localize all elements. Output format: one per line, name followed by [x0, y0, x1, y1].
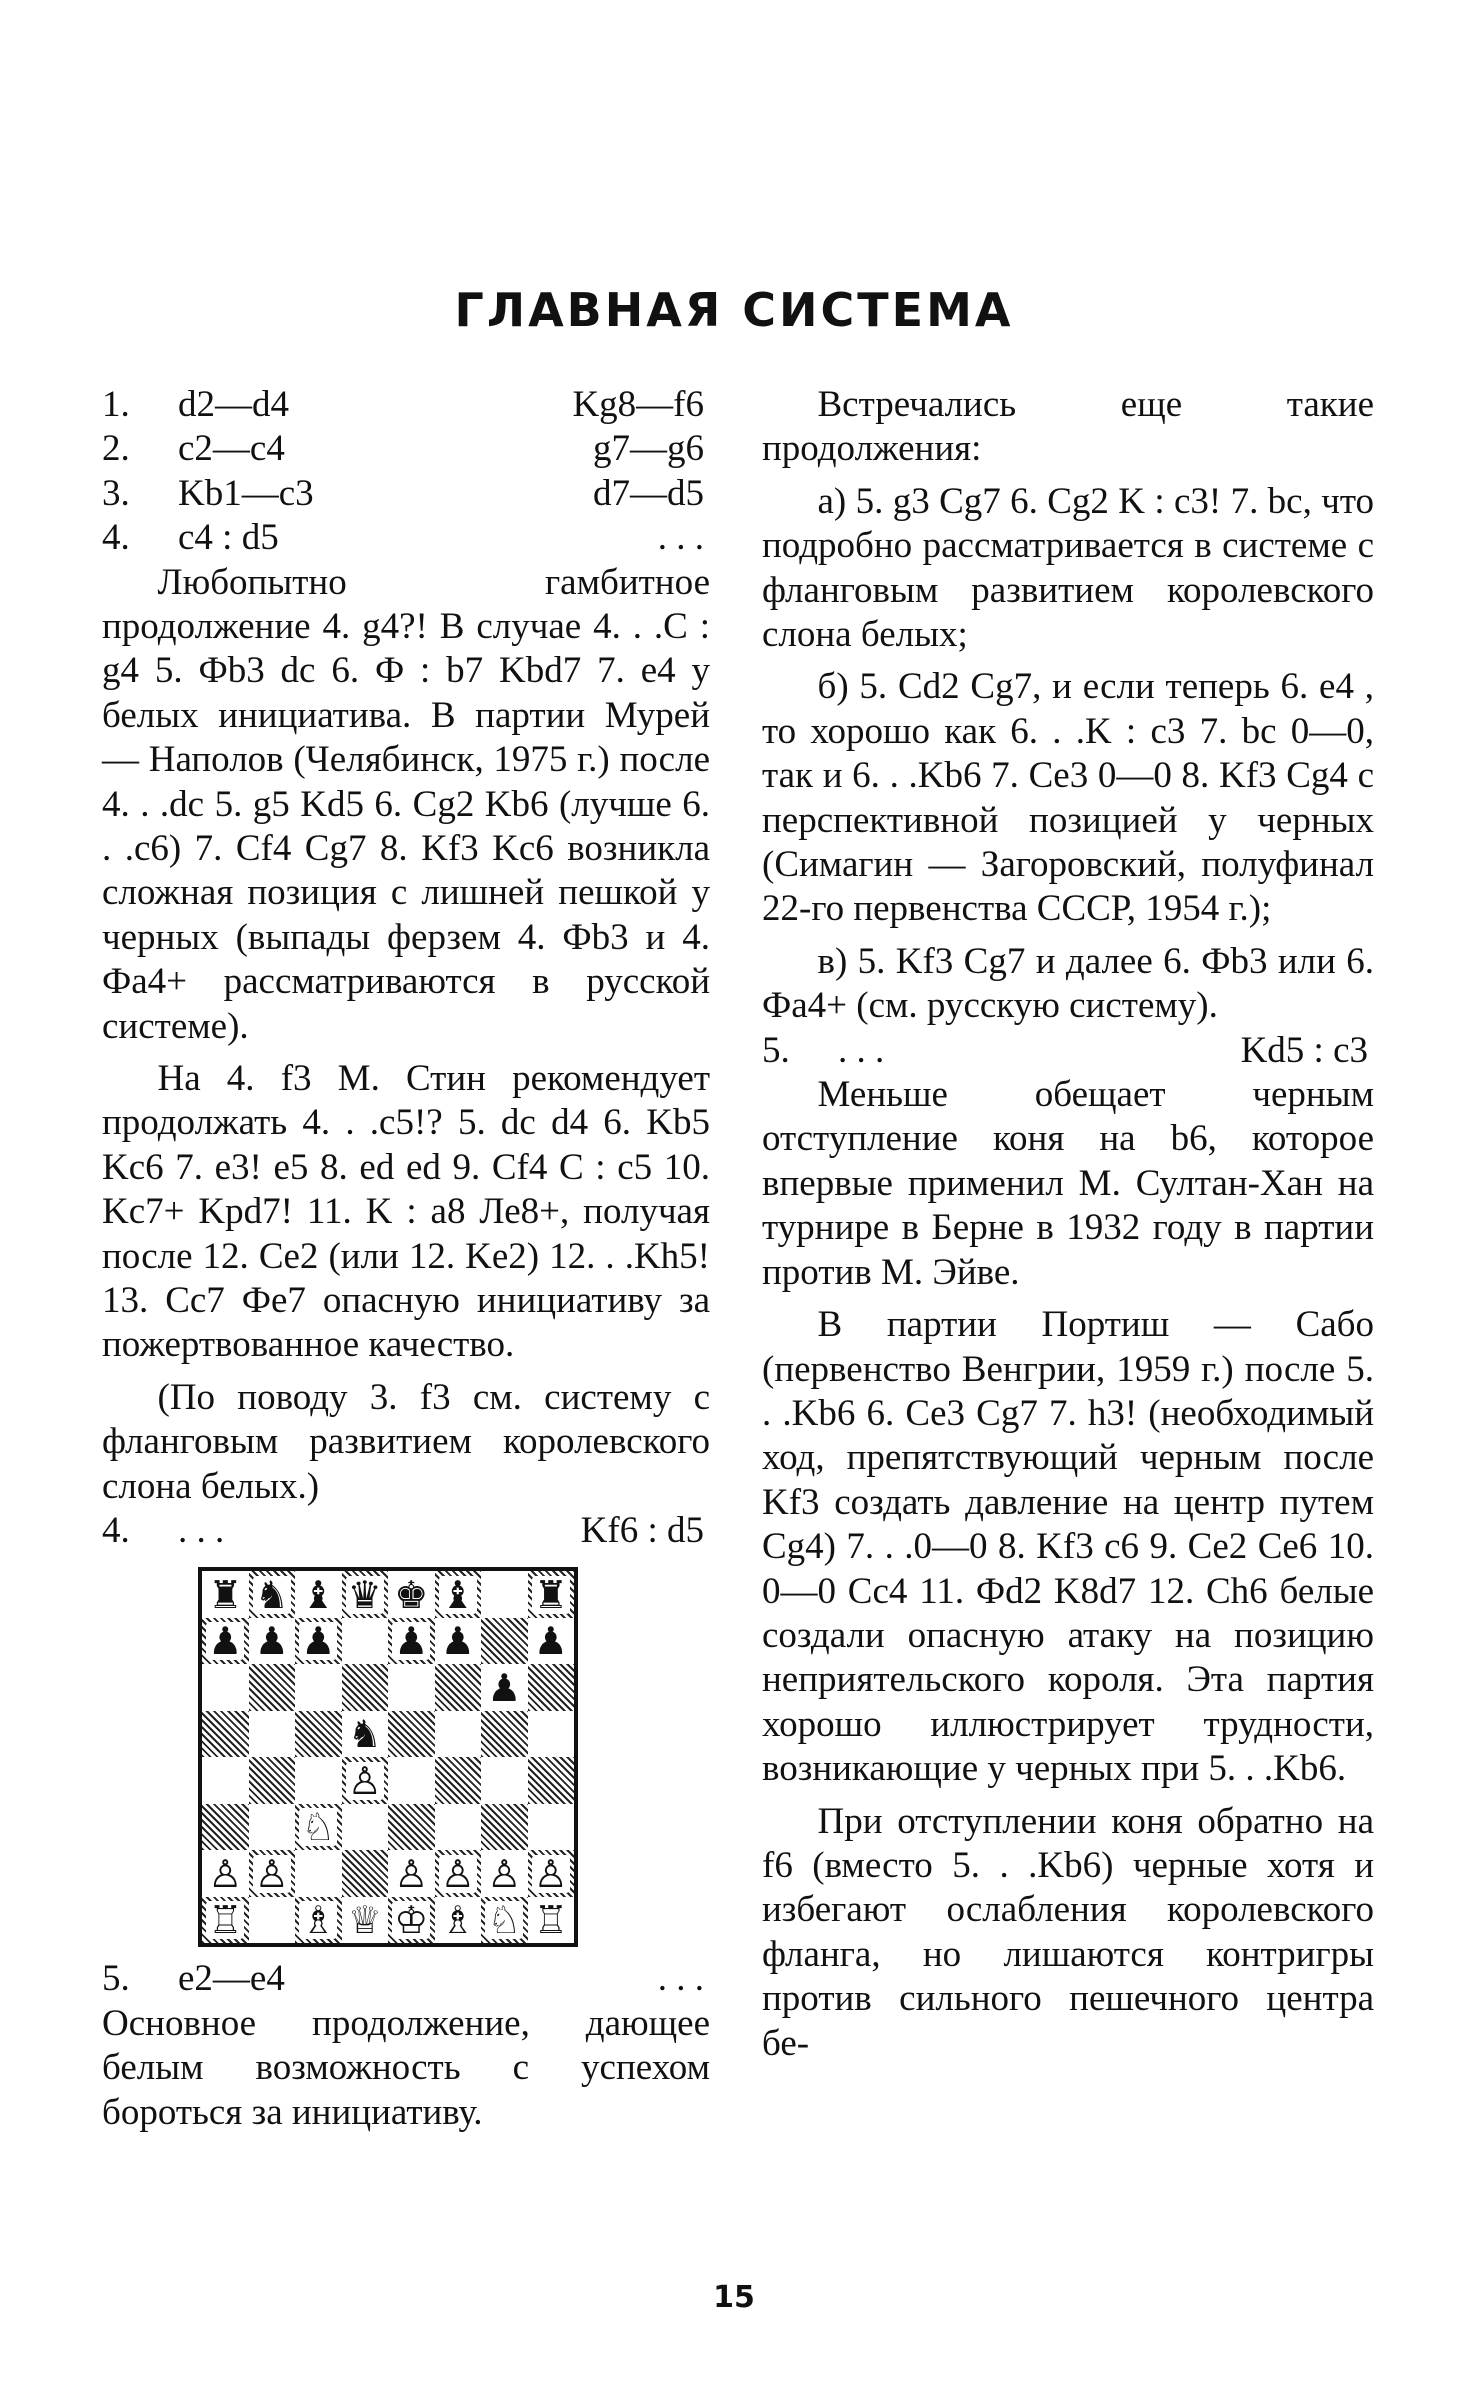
black-pawn-icon: ♟	[533, 1619, 568, 1664]
right-column	[762, 383, 1374, 2066]
board-square	[528, 1711, 575, 1758]
white-pawn-icon: ♙	[208, 1851, 243, 1896]
white-pawn-icon: ♙	[394, 1851, 429, 1896]
board-square	[342, 1757, 389, 1804]
board-square	[435, 1618, 482, 1665]
white-move: . . .	[178, 1510, 225, 1552]
board-square	[481, 1711, 528, 1758]
board-square	[388, 1850, 435, 1897]
board-square	[528, 1757, 575, 1804]
white-move: Kb1—c3	[178, 472, 314, 514]
white-knight-icon: ♘	[301, 1805, 336, 1850]
move-number: 2.	[102, 428, 130, 470]
board-square	[388, 1804, 435, 1851]
board-square	[249, 1757, 296, 1804]
board-square	[528, 1664, 575, 1711]
white-queen-icon: ♕	[347, 1898, 382, 1943]
board-square	[435, 1804, 482, 1851]
black-pawn-icon: ♟	[254, 1619, 289, 1664]
white-move: c4 : d5	[178, 517, 279, 559]
variation-a: а) 5. g3 Cg7 6. Cg2 K : c3! 7. bc, что подробно рассматривается в системе с фланговым развитием королевского слона белых;	[762, 480, 1374, 656]
black-pawn-icon: ♟	[301, 1619, 336, 1664]
board-square	[481, 1897, 528, 1944]
board-square	[435, 1571, 482, 1618]
board-square	[388, 1571, 435, 1618]
board-square	[202, 1804, 249, 1851]
black-queen-icon: ♛	[347, 1572, 382, 1617]
move-row	[102, 427, 710, 471]
board-square	[342, 1571, 389, 1618]
board-square	[202, 1618, 249, 1665]
board-square	[528, 1897, 575, 1944]
white-bishop-icon: ♗	[301, 1898, 336, 1943]
white-rook-icon: ♖	[208, 1898, 243, 1943]
black-move: g7—g6	[593, 428, 704, 470]
black-pawn-icon: ♟	[487, 1665, 522, 1710]
commentary-paragraph: Основное продолжение, дающее белым возможность с успехом бороться за инициативу.	[102, 2002, 710, 2133]
black-king-icon: ♚	[394, 1572, 429, 1617]
move-row	[762, 1029, 1374, 1073]
board-square	[249, 1571, 296, 1618]
white-pawn-icon: ♙	[487, 1851, 522, 1896]
board-square	[202, 1711, 249, 1758]
board-square	[481, 1664, 528, 1711]
variation-b: б) 5. Cd2 Cg7, и если теперь 6. e4 , то хорошо как 6. . .K : c3 7. bc 0—0, так и 6. . .Kb6 7. Ce3 0—0 8. Kf3 Cg4 с перспективной позицией у черных (Симагин — Загоровский, полуфинал 22-го первенства СССР, 1954 г.);	[762, 666, 1374, 930]
page-number: 15	[713, 2280, 755, 2315]
black-pawn-icon: ♟	[440, 1619, 475, 1664]
board-square	[435, 1711, 482, 1758]
black-bishop-icon: ♝	[301, 1572, 336, 1617]
board-square	[202, 1664, 249, 1711]
black-pawn-icon: ♟	[208, 1619, 243, 1664]
board-square	[342, 1618, 389, 1665]
board-square	[202, 1571, 249, 1618]
board-square	[342, 1804, 389, 1851]
black-rook-icon: ♜	[208, 1572, 243, 1617]
move-number: 3.	[102, 472, 130, 514]
move-row	[102, 1509, 710, 1553]
black-move: Kd5 : c3	[1240, 1029, 1368, 1071]
chess-diagram	[198, 1567, 578, 1947]
board-square	[202, 1757, 249, 1804]
variation-c: в) 5. Kf3 Cg7 и далее 6. Фb3 или 6. Фa4+ (см. русскую систему).	[762, 940, 1374, 1027]
page-title: ГЛАВНАЯ СИСТЕМА	[454, 283, 1014, 337]
board-square	[435, 1897, 482, 1944]
white-rook-icon: ♖	[533, 1898, 568, 1943]
white-pawn-icon: ♙	[440, 1851, 475, 1896]
board-square	[388, 1618, 435, 1665]
white-pawn-icon: ♙	[533, 1851, 568, 1896]
board-square	[249, 1897, 296, 1944]
black-pawn-icon: ♟	[394, 1619, 429, 1664]
commentary-paragraph: Меньше обещает черным отступление коня на b6, которое впервые применил М. Султан-Хан на турнире в Берне в 1932 году в партии против М. Эйве.	[762, 1074, 1374, 1293]
move-row	[102, 1957, 710, 2001]
board-square	[295, 1664, 342, 1711]
board-square	[435, 1850, 482, 1897]
black-move: . . .	[657, 517, 704, 559]
white-pawn-icon: ♙	[254, 1851, 289, 1896]
board-square	[435, 1757, 482, 1804]
board-square	[481, 1804, 528, 1851]
commentary-paragraph: Встречались еще такие продолжения:	[762, 384, 1374, 470]
board-square	[388, 1897, 435, 1944]
white-bishop-icon: ♗	[440, 1898, 475, 1943]
board-square	[481, 1757, 528, 1804]
black-move: Kg8—f6	[572, 384, 704, 425]
board-square	[528, 1571, 575, 1618]
board-square	[249, 1850, 296, 1897]
white-move: c2—c4	[178, 428, 285, 470]
board-square	[528, 1850, 575, 1897]
board-square	[202, 1897, 249, 1944]
board-square	[295, 1757, 342, 1804]
board-square	[342, 1664, 389, 1711]
board-square	[388, 1711, 435, 1758]
board-square	[295, 1571, 342, 1618]
opening-moves	[102, 383, 710, 561]
board-square	[249, 1804, 296, 1851]
board-square	[202, 1850, 249, 1897]
board-square	[295, 1618, 342, 1665]
board-square	[295, 1804, 342, 1851]
white-move: d2—d4	[178, 384, 289, 425]
board-square	[481, 1618, 528, 1665]
white-move: e2—e4	[178, 1958, 285, 2000]
board-square	[295, 1711, 342, 1758]
board-square	[249, 1711, 296, 1758]
black-move: Kf6 : d5	[580, 1510, 704, 1552]
board-square	[388, 1664, 435, 1711]
move-number: 5.	[762, 1029, 790, 1071]
commentary-paragraph: При отступлении коня обратно на f6 (вместо 5. . .Kb6) черные хотя и избегают ослабления королевского фланга, но лишаются контригры против сильного пешечного центра бе-	[762, 1800, 1374, 2064]
black-knight-icon: ♞	[347, 1712, 382, 1757]
board-square	[528, 1618, 575, 1665]
board-square	[295, 1850, 342, 1897]
move-number: 5.	[102, 1958, 130, 2000]
board-square	[528, 1804, 575, 1851]
board-square	[435, 1664, 482, 1711]
commentary-paragraph: Любопытно гамбитное продолжение 4. g4?! В случае 4. . .С : g4 5. Фb3 dc 6. Ф : b7 Kbd7 7. e4 у белых инициатива. В партии Мурей — Наполов (Челябинск, 1975 г.) после 4. . .dc 5. g5 Kd5 6. Cg2 Kb6 (лучше 6. . .c6) 7. Cf4 Cg7 8. Kf3 Kc6 возникла сложная позиция с лишней пешкой у черных (выпады ферзем 4. Фb3 и 4. Фa4+ рассматриваются в русской системе).	[102, 561, 710, 1047]
chess-board	[198, 1567, 578, 1947]
left-column	[102, 383, 710, 2135]
board-square	[342, 1850, 389, 1897]
black-move: d7—d5	[593, 472, 704, 514]
move-number: 1.	[102, 384, 130, 425]
move-row	[102, 383, 710, 427]
move-number: 4.	[102, 517, 130, 559]
move-row	[102, 472, 710, 516]
board-square	[249, 1618, 296, 1665]
commentary-paragraph: (По поводу 3. f3 см. систему с фланговым развитием королевского слона белых.)	[102, 1376, 710, 1507]
board-square	[342, 1711, 389, 1758]
commentary-paragraph: На 4. f3 М. Стин рекомендует продолжать 4. . .c5!? 5. dc d4 6. Kb5 Kc6 7. e3! e5 8. ed ed 9. Cf4 C : c5 10. Kc7+ Kpd7! 11. K : a8 Ле8+, получая после 12. Ce2 (или 12. Ke2) 12. . .Kh5! 13. Cc7 Фe7 опасную инициативу за пожертвованное качество.	[102, 1058, 710, 1366]
commentary-paragraph: В партии Портиш — Сабо (первенство Венгрии, 1959 г.) после 5. . .Kb6 6. Ce3 Cg7 7. h3! (необходимый ход, препятствующий черным после Kf3 создать давление на центр путем Cg4) 7. . .0—0 8. Kf3 c6 9. Ce2 Ce6 10. 0—0 Cc4 11. Фd2 K8d7 12. Ch6 белые создали опасную атаку на позицию неприятельского короля. Эта партия хорошо иллюстрирует трудности, возникающие у черных при 5. . .Kb6.	[762, 1304, 1374, 1790]
board-square	[342, 1897, 389, 1944]
white-knight-icon: ♘	[487, 1898, 522, 1943]
white-pawn-icon: ♙	[347, 1758, 382, 1803]
black-knight-icon: ♞	[254, 1572, 289, 1617]
move-number: 4.	[102, 1510, 130, 1552]
board-square	[481, 1850, 528, 1897]
board-square	[388, 1757, 435, 1804]
black-bishop-icon: ♝	[440, 1572, 475, 1617]
white-move: . . .	[838, 1029, 885, 1071]
board-square	[481, 1571, 528, 1618]
move-row	[102, 516, 710, 560]
black-move: . . .	[657, 1958, 704, 2000]
black-rook-icon: ♜	[533, 1572, 568, 1617]
board-square	[249, 1664, 296, 1711]
white-king-icon: ♔	[394, 1898, 429, 1943]
board-square	[295, 1897, 342, 1944]
